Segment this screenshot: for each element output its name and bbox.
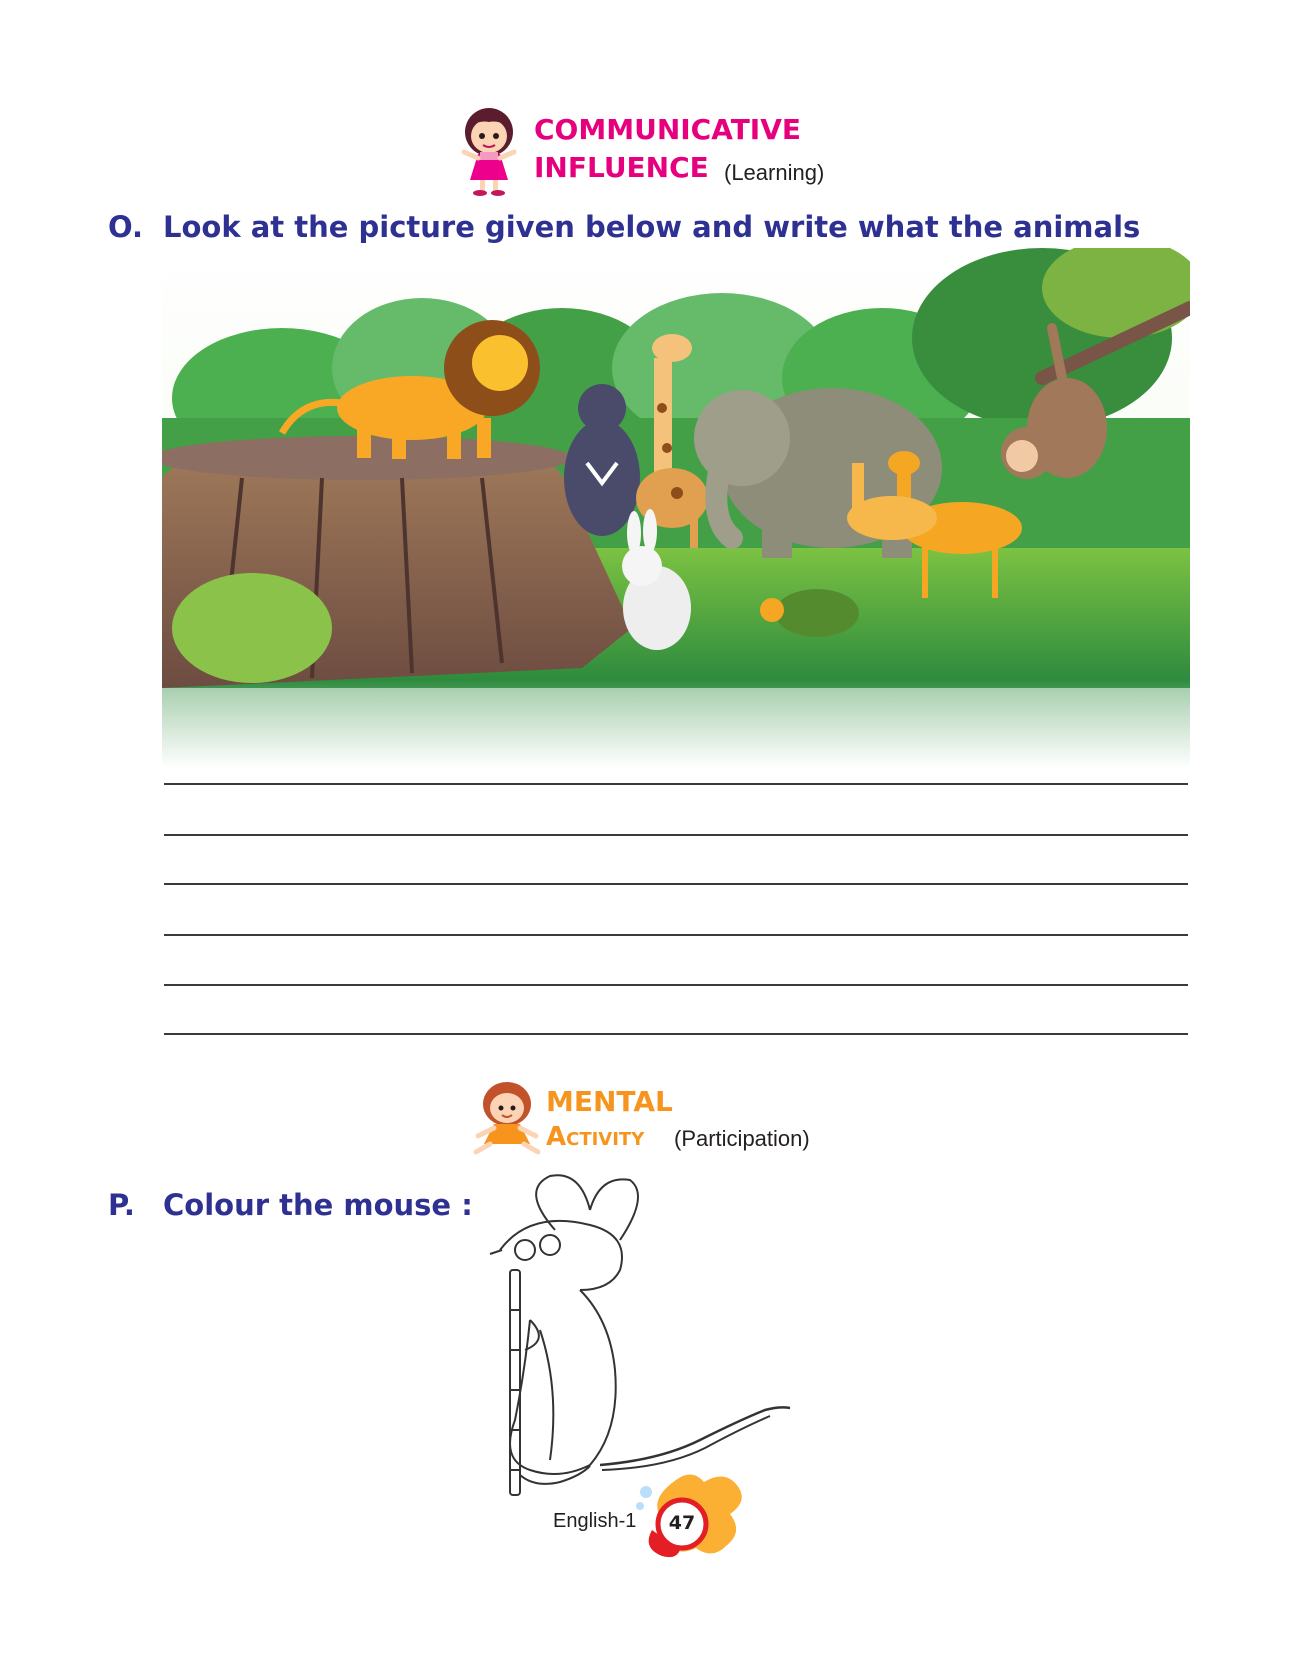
question-p-text: Colour the mouse :: [163, 1188, 473, 1222]
girl-mascot-orange-icon: [472, 1078, 542, 1158]
answer-line[interactable]: [164, 984, 1188, 986]
answer-line[interactable]: [164, 934, 1188, 936]
question-o-label: O.: [108, 210, 144, 244]
section-title-line1: COMMUNICATIVE: [534, 113, 802, 146]
question-p-label: P.: [108, 1188, 135, 1222]
mouse-outline-drawing[interactable]: [480, 1170, 800, 1500]
section-header-mental: [472, 1078, 852, 1158]
girl-mascot-icon: [458, 104, 520, 196]
answer-line[interactable]: [164, 834, 1188, 836]
answer-line[interactable]: [164, 883, 1188, 885]
answer-line[interactable]: [164, 1033, 1188, 1035]
section-header-communicative: [458, 104, 858, 196]
section-title-line2: INFLUENCE: [534, 151, 709, 184]
section-subtitle: (Learning): [724, 160, 825, 185]
answer-line[interactable]: [164, 783, 1188, 785]
question-o-text-line1: Look at the picture given below and write what the animals: [163, 210, 1141, 244]
page-number: 47: [668, 1512, 696, 1534]
jungle-animals-illustration: [162, 248, 1190, 768]
footer-book-title: English-1: [553, 1510, 637, 1532]
section-subtitle: (Participation): [674, 1126, 810, 1151]
section-title-line2: Activity: [546, 1122, 645, 1152]
section-title-line1: MENTAL: [546, 1085, 673, 1118]
